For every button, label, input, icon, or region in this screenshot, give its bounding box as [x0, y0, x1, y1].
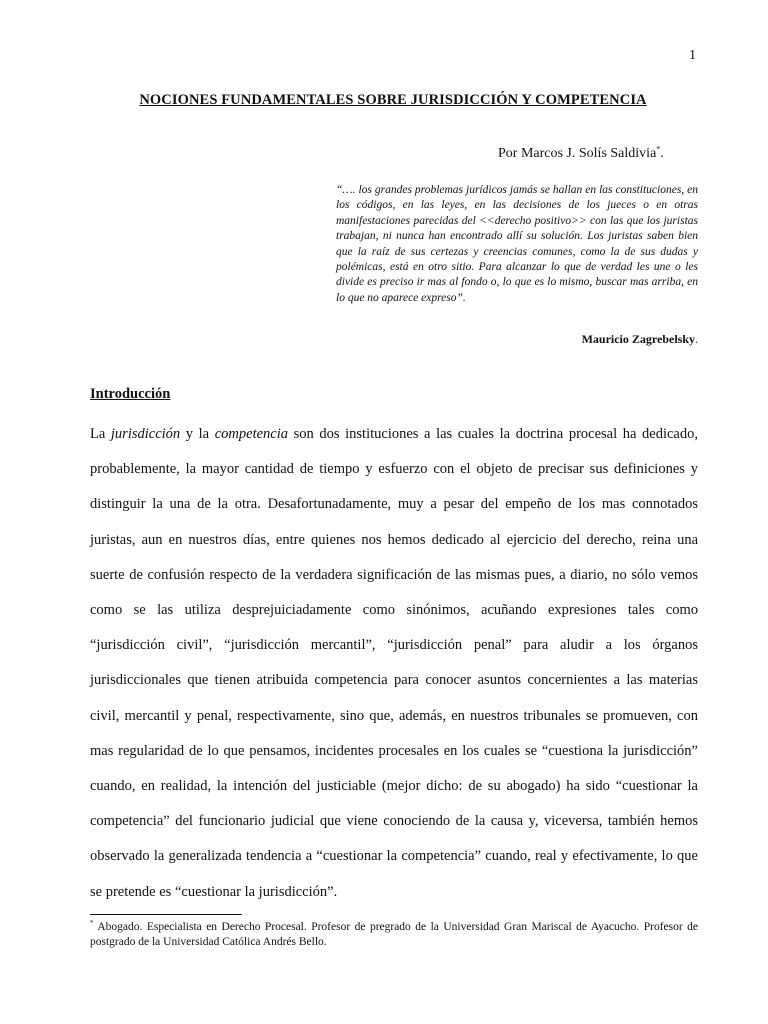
- footnote-text: Abogado. Especialista en Derecho Procesal. Profesor de pregrado de la Universidad Gran Mariscal de Ayacucho. Profesor de postgrado de la Universidad Católica Andrés Bello.: [90, 921, 698, 948]
- epigraph-author-period: .: [695, 332, 698, 346]
- footnote-marker: *: [656, 144, 661, 154]
- term-jurisdiccion: jurisdicción: [110, 426, 181, 442]
- author-line: [498, 146, 664, 162]
- footnote: [90, 920, 698, 950]
- epigraph-author-name: Mauricio Zagrebelsky: [581, 332, 695, 346]
- document-title: NOCIONES FUNDAMENTALES SOBRE JURISDICCIÓN Y COMPETENCIA: [139, 92, 647, 108]
- page-number: 1: [689, 48, 696, 63]
- section-heading-introduccion: Introducción: [90, 386, 171, 402]
- author-name: Por Marcos J. Solís Saldivia: [498, 146, 657, 161]
- term-competencia: competencia: [214, 426, 289, 442]
- paragraph-text-start: La: [90, 426, 111, 442]
- introduction-paragraph: [90, 417, 698, 910]
- footnote-divider: [90, 914, 242, 915]
- footnote-marker-ref: *: [90, 919, 94, 928]
- epigraph-attribution: [336, 332, 698, 347]
- paragraph-text-rest: son dos instituciones a las cuales la doctrina procesal ha dedicado, probablemente, la mayor cantidad de tiempo y esfuerzo con el objeto de precisar sus definiciones y distinguir la una de la otra. Desafortunadamente, muy a pesar del empeño de los mas connotados juristas, aun en nuestros días, entre quienes nos hemos dedicado al ejercicio del derecho, reina una suerte de confusión respecto de la verdadera significación de las mismas pues, a diario, no sólo vemos como se las utiliza desprejuiciadamente como sinónimos, acuñando expresiones tales como “jurisdicción civil”, “jurisdicción mercantil”, “jurisdicción penal” para aludir a los órganos jurisdiccionales que tienen atribuida competencia para conocer asuntos concernientes a las materias civil, mercantil y penal, respectivamente, sino que, además, en nuestros tribunales se promueven, con mas regularidad de lo que pensamos, incidentes procesales en los cuales se “cuestiona la jurisdicción” cuando, en realidad, la intención del justiciable (mejor dicho: de su abogado) ha sido “cuestionar la competencia” del funcionario judicial que viene conociendo de la causa y, viceversa, también hemos observado la generalizada tendencia a “cuestionar la competencia” cuando, real y efectivamente, lo que se pretende es “cuestionar la jurisdicción”.: [90, 426, 698, 900]
- paragraph-text-mid: y la: [180, 426, 215, 442]
- epigraph-quote: “…. los grandes problemas jurídicos jamás se hallan en las constituciones, en los códigos, en las leyes, en las decisiones de los jueces o en otras manifestaciones parecidas del <<derecho positivo>> con las que los juristas trabajan, ni nunca han encontrado allí su solución. Los juristas saben bien que la raíz de sus certezas y creencias comunes, como la de sus dudas y polémicas, está en otro sitio. Para alcanzar lo que de verdad les une o les divide es preciso ir mas al fondo o, lo que es lo mismo, buscar mas arriba, en lo que no aparece expreso”.: [336, 184, 698, 304]
- author-period: .: [660, 146, 664, 161]
